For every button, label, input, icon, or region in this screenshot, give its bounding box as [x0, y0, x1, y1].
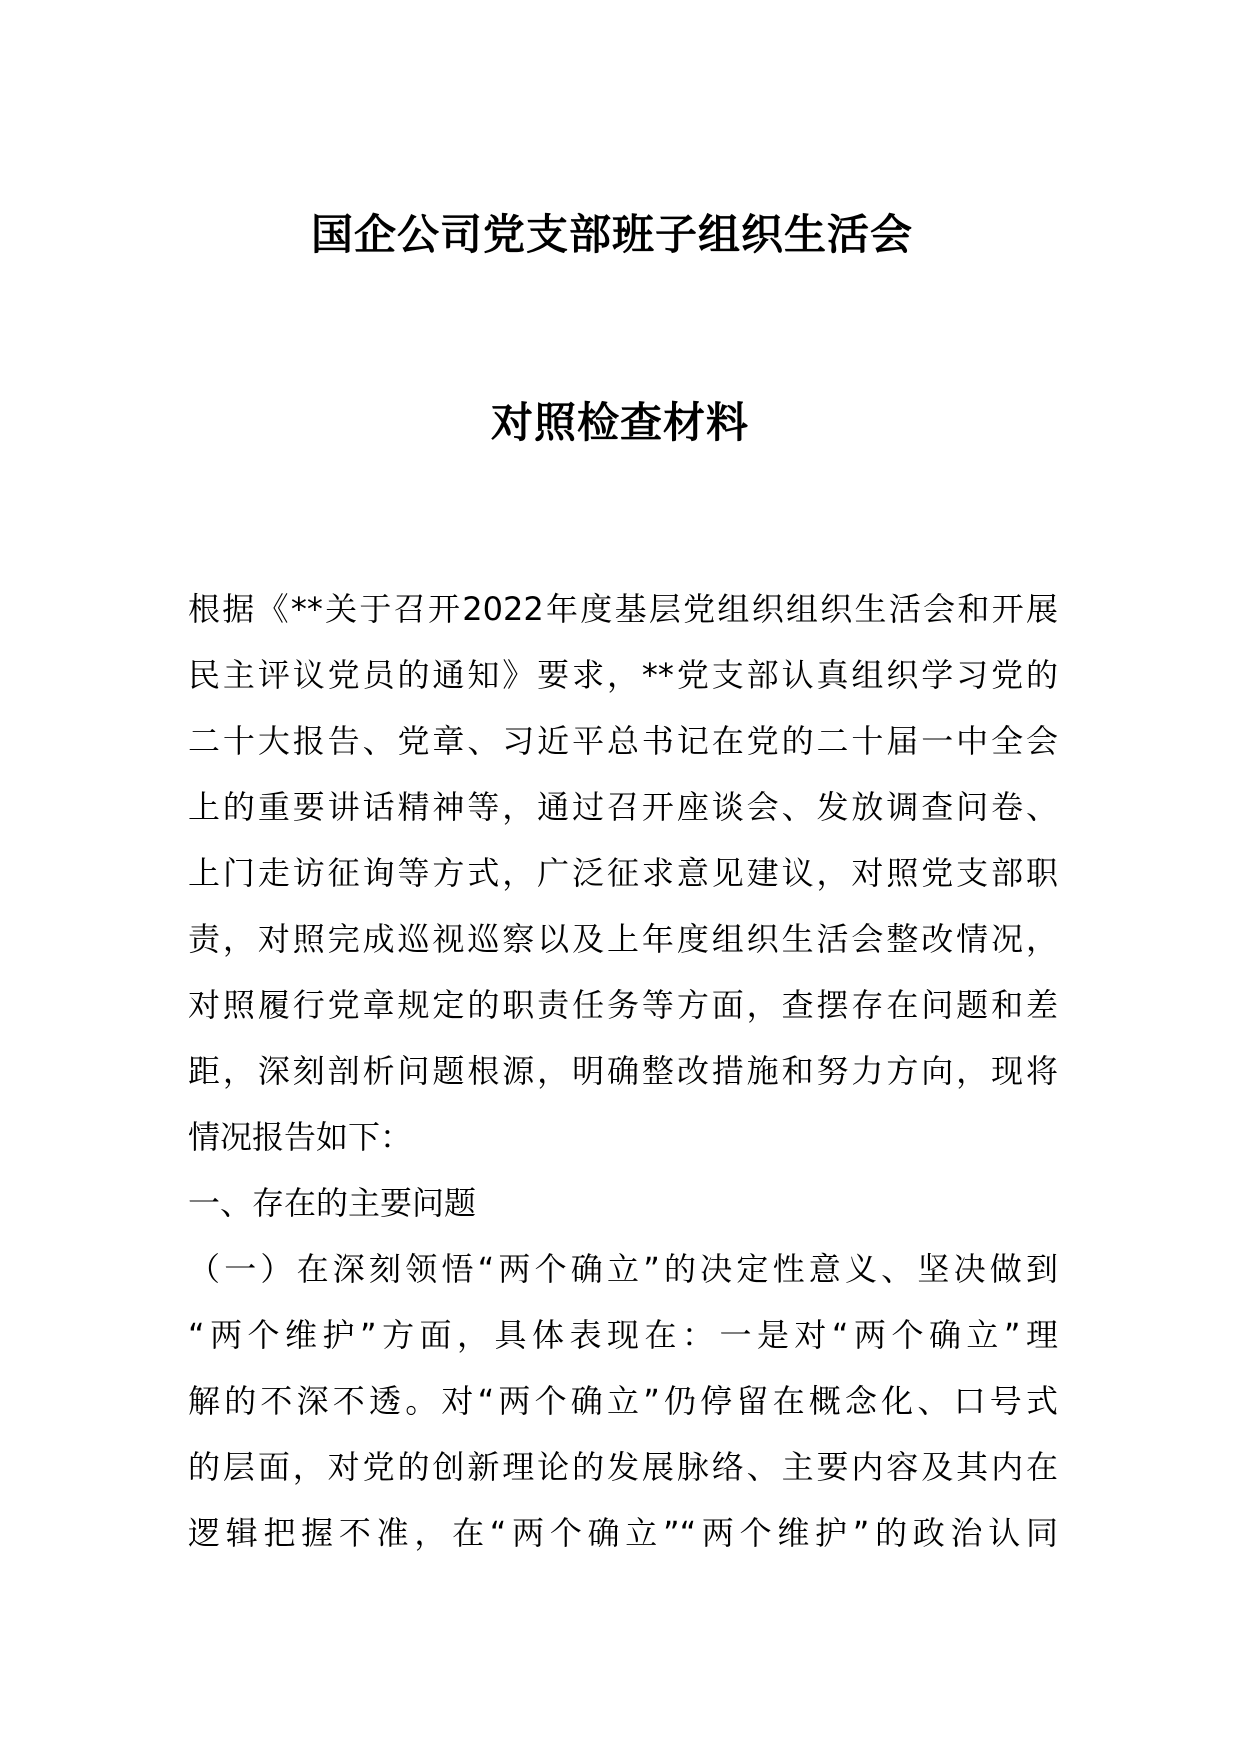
- body-line: “两个维护”方面，具体表现在：一是对“两个确立”理: [188, 1316, 1058, 1354]
- body-line: 责，对照完成巡视巡察以及上年度组织生活会整改情况，: [188, 920, 1058, 958]
- body-line: 根据《**关于召开2022年度基层党组织组织生活会和开展: [188, 590, 1058, 628]
- body-line: 情况报告如下：: [188, 1118, 413, 1156]
- body-line: 对照履行党章规定的职责任务等方面，查摆存在问题和差: [188, 986, 1058, 1024]
- body-line: 民主评议党员的通知》要求，**党支部认真组织学习党的: [188, 656, 1058, 694]
- body-line: 上门走访征询等方式，广泛征求意见建议，对照党支部职: [188, 854, 1058, 892]
- document-title: 国企公司党支部班子组织生活会: [310, 210, 913, 259]
- document-subtitle: 对照检查材料: [490, 398, 749, 447]
- body-line: 二十大报告、党章、习近平总书记在党的二十届一中全会: [188, 722, 1058, 760]
- body-line: 解的不深不透。对“两个确立”仍停留在概念化、口号式: [188, 1382, 1058, 1420]
- body-line: 上的重要讲话精神等，通过召开座谈会、发放调查问卷、: [188, 788, 1058, 826]
- document-body: [188, 576, 1058, 1566]
- section-heading: 一、存在的主要问题: [188, 1184, 477, 1222]
- body-line: 距，深刻剖析问题根源，明确整改措施和努力方向，现将: [188, 1052, 1058, 1090]
- body-line: 的层面，对党的创新理论的发展脉络、主要内容及其内在: [188, 1448, 1058, 1486]
- body-line: 逻辑把握不准，在“两个确立”“两个维护”的政治认同: [188, 1514, 1058, 1552]
- body-line: （一）在深刻领悟“两个确立”的决定性意义、坚决做到: [188, 1250, 1058, 1288]
